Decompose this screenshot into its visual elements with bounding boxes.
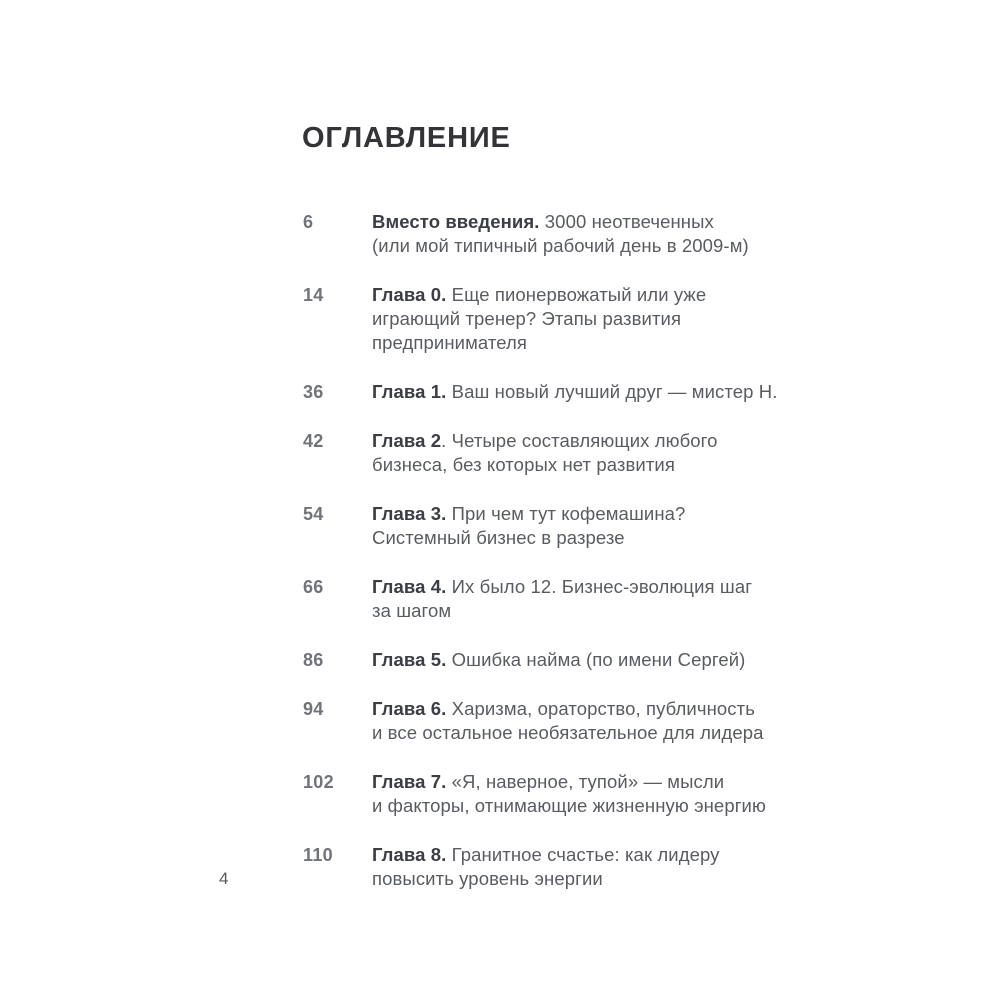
toc-entry-page-number: 102 (303, 772, 334, 792)
toc-entry-page-number: 94 (303, 699, 324, 719)
toc-entry-chapter-label: Глава 5. (372, 649, 447, 670)
toc-entry (303, 843, 823, 891)
toc-entry-chapter-label: Глава 1. (372, 381, 447, 402)
toc-entry (303, 648, 823, 672)
toc-entry-page-number: 14 (303, 285, 324, 305)
toc-entry-chapter-label: Глава 0. (372, 284, 447, 305)
toc-entry-chapter-label: Глава 6. (372, 698, 447, 719)
folio-page-number: 4 (219, 869, 229, 888)
toc-entry-page-number: 66 (303, 577, 324, 597)
toc-entry-text (372, 770, 823, 818)
toc-entry-page-number: 86 (303, 650, 324, 670)
toc-entry-line: за шагом (372, 600, 452, 621)
toc-entry-page-number: 42 (303, 431, 324, 451)
toc-entry (303, 770, 823, 818)
toc-entry-chapter-label: Вместо введения. (372, 211, 540, 232)
toc-entry-line: и все остальное необязательное для лидера (372, 722, 764, 743)
toc-entry-text (372, 502, 823, 550)
toc-entry-first-line: 3000 неотвеченных (539, 211, 714, 232)
toc-entry-chapter-label: Глава 7. (372, 771, 447, 792)
toc-entry-chapter-label: Глава 4. (372, 576, 447, 597)
toc-entry-line: и факторы, отнимающие жизненную энергию (372, 795, 766, 816)
toc-entry-first-line: . Четыре составляющих любого (441, 430, 718, 451)
toc-entry-text (372, 429, 823, 477)
toc-entry-line: повысить уровень энергии (372, 868, 603, 889)
toc-entry-text (372, 210, 823, 258)
toc-entry-first-line: Еще пионервожатый или уже (446, 284, 707, 305)
toc-page-title: ОГЛАВЛЕНИЕ (302, 122, 511, 155)
toc-entry (303, 575, 823, 623)
toc-entry-chapter-label: Глава 8. (372, 844, 447, 865)
toc-entry (303, 429, 823, 477)
toc-entry-text (372, 575, 823, 623)
toc-entry-first-line: Их было 12. Бизнес-эволюция шаг (446, 576, 753, 597)
toc-entry-page-number: 6 (303, 212, 314, 232)
toc-entry (303, 697, 823, 745)
toc-list (303, 210, 823, 916)
toc-entry-text (372, 697, 823, 745)
toc-entry-line: бизнеса, без которых нет развития (372, 454, 675, 475)
toc-entry (303, 380, 823, 404)
toc-entry-first-line: Гранитное счастье: как лидеру (446, 844, 720, 865)
toc-entry-text (372, 283, 823, 355)
toc-entry-first-line: Харизма, ораторство, публичность (446, 698, 755, 719)
toc-entry-line: (или мой типичный рабочий день в 2009-м) (372, 235, 749, 256)
toc-entry-first-line: При чем тут кофемашина? (446, 503, 686, 524)
toc-entry (303, 283, 823, 355)
toc-entry (303, 210, 823, 258)
toc-entry-chapter-label: Глава 2 (372, 430, 442, 451)
toc-entry-page-number: 54 (303, 504, 324, 524)
toc-entry-line: предпринимателя (372, 332, 528, 353)
toc-entry-first-line: Ошибка найма (по имени Сергей) (446, 649, 746, 670)
toc-entry-text (372, 380, 823, 404)
toc-entry (303, 502, 823, 550)
toc-entry-line: играющий тренер? Этапы развития (372, 308, 682, 329)
toc-entry-page-number: 110 (303, 845, 333, 865)
toc-entry-first-line: Ваш новый лучший друг — мистер Н. (446, 381, 778, 402)
toc-entry-chapter-label: Глава 3. (372, 503, 447, 524)
toc-entry-page-number: 36 (303, 382, 324, 402)
toc-entry-text (372, 843, 823, 891)
toc-entry-first-line: «Я, наверное, тупой» — мысли (446, 771, 725, 792)
toc-entry-text (372, 648, 823, 672)
toc-entry-line: Системный бизнес в разрезе (372, 527, 625, 548)
